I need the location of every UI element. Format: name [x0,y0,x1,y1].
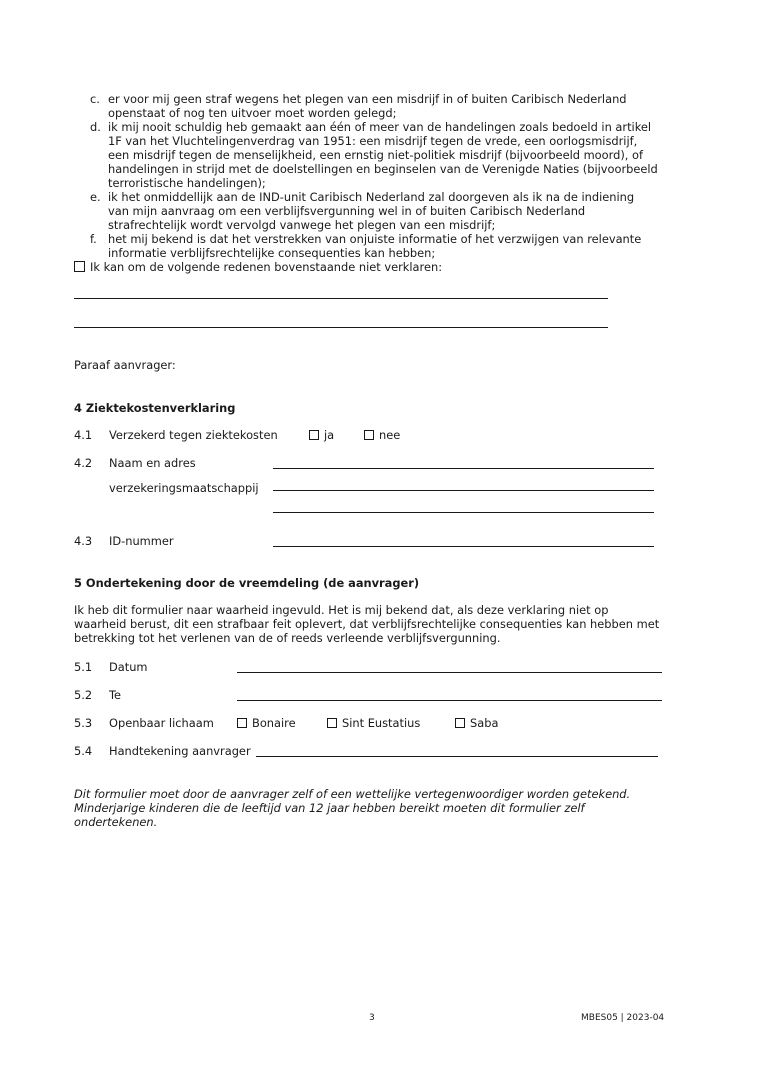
list-item-line: openstaat of nog ten uitvoer moet worden gelegd; [108,106,397,120]
q43-number: 4.3 [74,534,93,548]
q42-field-line-1[interactable] [273,468,654,469]
list-letter: d. [90,120,101,134]
option-label: Sint Eustatius [342,716,421,730]
checkbox-icon [237,718,247,728]
q52-label: Te [109,688,122,702]
checkbox-icon [309,430,319,440]
checkbox-icon [455,718,465,728]
q42-label-line1: Naam en adres [109,456,196,470]
section-4-heading: 4 Ziektekostenverklaring [74,401,236,415]
checkbox-icon [364,430,374,440]
list-item-line: ik het onmiddellijk aan de IND-unit Caribisch Nederland zal doorgeven als ik na de indiening [108,190,635,204]
q53-label: Openbaar lichaam [109,716,214,730]
option-label: Saba [470,716,499,730]
list-item-line: van mijn aanvraag om een verblijfsvergunning wel in of buiten Caribisch Nederland [108,204,586,218]
q42-number: 4.2 [74,456,93,470]
q41-yes-option[interactable] [309,428,334,442]
q41-yes-label: ja [324,428,335,442]
q51-label: Datum [109,660,148,674]
cannot-declare-label: Ik kan om de volgende redenen bovenstaande niet verklaren: [90,260,443,274]
q41-number: 4.1 [74,428,93,442]
q41-no-label: nee [379,428,401,442]
statement-line: betrekking tot het verlenen van de of reeds verleende verblijfsvergunning. [74,631,501,645]
note-line: ondertekenen. [74,815,158,829]
q54-number: 5.4 [74,744,93,758]
q41-no-option[interactable] [364,428,400,442]
list-item-line: informatie verblijfsrechtelijke consequenties kan hebben; [108,246,436,260]
place-field-line[interactable] [237,700,662,701]
list-letter: e. [90,190,101,204]
initials-label: Paraaf aanvrager: [74,358,176,372]
option-saba[interactable] [455,716,498,730]
page-number: 3 [369,1013,375,1023]
cannot-declare-row [74,260,442,274]
list-item-line: een misdrijf tegen de menselijkheid, een ernstig niet-politiek misdrijf (bijvoorbeeld moord), of [108,148,643,162]
q52-number: 5.2 [74,688,93,702]
form-code: MBES05 | 2023-04 [581,1013,665,1023]
statement-line: waarheid berust, dit een strafbaar feit oplevert, dat verblijfsrechtelijke consequenties kan hebben met [74,617,660,631]
section-5-heading: 5 Ondertekening door de vreemdeling (de aanvrager) [74,576,420,590]
statement-line: Ik heb dit formulier naar waarheid ingevuld. Het is mij bekend dat, als deze verklaring niet op [74,603,609,617]
list-item-line: strafrechtelijk wordt vervolgd vanwege het plegen van een misdrijf; [108,218,496,232]
date-field-line[interactable] [237,672,662,673]
list-item-line: 1F van het Vluchtelingenverdrag van 1951: een misdrijf tegen de vrede, een oorlogsmisdrijf, [108,134,638,148]
note-line: Dit formulier moet door de aanvrager zelf of een wettelijke vertegenwoordiger worden getekend. [74,787,631,801]
cannot-declare-checkbox[interactable] [74,261,85,272]
list-item-line: ik mij nooit schuldig heb gemaakt aan één of meer van de handelingen zoals bedoeld in artikel [108,120,652,134]
option-bonaire[interactable] [237,716,296,730]
q54-label: Handtekening aanvrager [109,744,251,758]
list-item-line: terroristische handelingen); [108,176,266,190]
reason-line-2[interactable] [74,327,608,328]
list-letter: c. [90,92,100,106]
checkbox-icon [327,718,337,728]
option-label: Bonaire [252,716,296,730]
list-item-line: het mij bekend is dat het verstrekken van onjuiste informatie of het verzwijgen van relevante [108,232,642,246]
q42-field-line-2[interactable] [273,490,654,491]
signature-field-line[interactable] [256,756,658,757]
q51-number: 5.1 [74,660,93,674]
q43-label: ID-nummer [109,534,174,548]
note-line: Minderjarige kinderen die de leeftijd van 12 jaar hebben bereikt moeten dit formulier zelf [74,801,585,815]
list-item-line: handelingen in strijd met de doelstellingen en beginselen van de Verenigde Naties (bijvoorbeeld [108,162,658,176]
q41-label: Verzekerd tegen ziektekosten [109,428,278,442]
reason-line-1[interactable] [74,298,608,299]
option-sint-eustatius[interactable] [327,716,420,730]
list-item-line: er voor mij geen straf wegens het plegen van een misdrijf in of buiten Caribisch Nederland [108,92,627,106]
q43-field-line[interactable] [273,546,654,547]
q53-number: 5.3 [74,716,93,730]
q42-field-line-3[interactable] [273,512,654,513]
list-letter: f. [90,232,97,246]
q42-label-line2: verzekeringsmaatschappij [109,481,259,495]
